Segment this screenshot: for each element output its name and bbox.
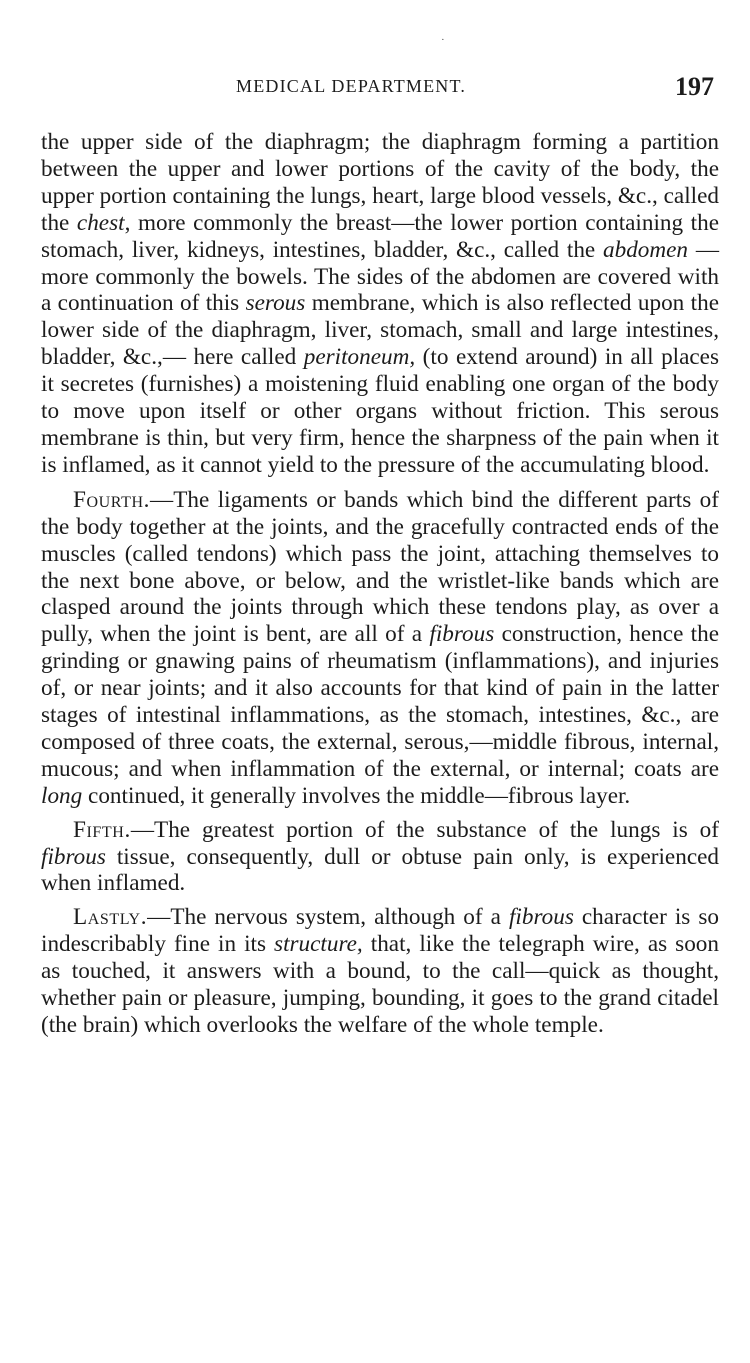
text-run: (to extend around) in all places it secretes (furnishes) a moistening fluid enabling one organ of the body to move upon itself or other organs without friction. This serous membrane is thin, but very firm, hence the sharpness of the pain when it is inflamed, as it cannot yield to the pressure of the accumulating blood.: [41, 344, 719, 478]
text-run: —The greatest portion of the substance of the lungs is of: [130, 816, 719, 843]
text-run: tissue, consequently, dull or obtuse pain only, is experienced when inflamed.: [41, 843, 719, 897]
italic-term-structure: structure,: [274, 931, 363, 958]
italic-term-peritoneum: peritoneum,: [303, 344, 416, 371]
print-mark: ·: [441, 34, 445, 46]
paragraph-fifth: [41, 817, 719, 898]
text-run: that, like the telegraph wire, as soon as touched, it answers with a bound, to the call—quick as thought, whether pain or pleasure, jumping, bounding, it goes to the grand citadel (the brain) which overlooks the welfare of the whole temple.: [41, 931, 719, 1038]
italic-term-abdomen: abdomen: [603, 236, 689, 263]
body-text: [41, 129, 719, 1039]
text-run: membrane, which is also reflected upon the lower side of the diaphragm, liver, stomach, small and large intestines, bladder, &c.,— here called: [41, 290, 719, 371]
text-run: the upper side of the diaphragm; the diaphragm forming a partition between the upper and lower portions of the cavity of the body, the upper portion containing the lungs, heart, large blood vessels, &c., called the: [41, 129, 719, 236]
paragraph-fourth: [41, 487, 719, 810]
text-run: character is so indescribably fine in its: [41, 904, 719, 958]
italic-term-long: long: [41, 782, 83, 809]
section-lead-fourth: Fourth.: [73, 486, 151, 513]
section-lead-lastly: Lastly.: [73, 904, 148, 931]
italic-term-fibrous: fibrous: [429, 621, 495, 648]
paragraph-continued: [41, 129, 719, 479]
text-run: continued, it generally involves the middle—fibrous layer.: [82, 782, 631, 809]
paragraph-lastly: [41, 904, 719, 1039]
text-run: —more commonly the bowels. The sides of the abdomen are covered with a continuation of this: [41, 236, 720, 317]
page-header: [40, 72, 720, 106]
italic-term-serous: serous: [245, 290, 306, 317]
text-run: construction, hence the grinding or gnawing pains of rheumatism (inflammations), and injuries of, or near joints; and it also accounts for that kind of pain in the latter stages of intestinal inflammations, as the stomach, intestines, &c., are composed of three coats, the external, serous,—middle fibrous, internal, mucous; and when inflammation of the external, or internal; coats are: [41, 621, 720, 782]
page-number: 197: [675, 72, 714, 101]
section-lead-fifth: Fifth.: [73, 816, 131, 843]
running-title: MEDICAL DEPARTMENT.: [236, 76, 467, 96]
italic-term-chest: chest: [76, 209, 125, 236]
text-run: —The ligaments or bands which bind the different parts of the body together at the joints, and the gracefully contracted ends of the muscles (called tendons) which pass the joint, attaching themselves to the next bone above, or below, and the wristlet-like bands which are clasped around the joints through which these tendons play, as over a pully, when the joint is bent, are all of a: [41, 486, 719, 648]
text-run: , more commonly the breast—the lower portion containing the stomach, liver, kidneys, intestines, bladder, &c., called the: [41, 209, 719, 263]
text-run: —The nervous system, although of a: [147, 904, 509, 931]
italic-term-fibrous: fibrous: [508, 904, 574, 931]
italic-term-fibrous: fibrous: [41, 843, 106, 870]
